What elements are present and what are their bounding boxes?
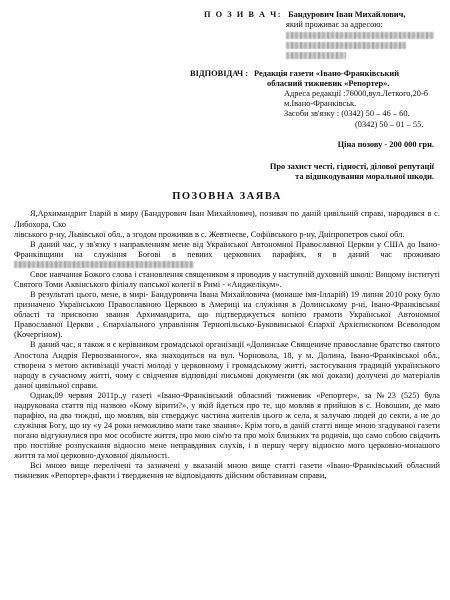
paragraph-1: Я,Архимандрит Іларій в миру (Бандурович Іван Михайлович), позивач по даній цивільній справі, народився в с. Либохора, Ско: [14, 209, 440, 229]
redacted-address-2: [286, 42, 406, 49]
plaintiff-address-redacted-3: [14, 52, 440, 59]
defendant-name-line1: Редакція газети «Івано-Франківський: [254, 69, 400, 79]
defendant-label: ВІДПОВІДАЧ :: [190, 69, 249, 79]
claim-subject-line2: та відшкодування моральної шкоди.: [295, 171, 434, 181]
defendant-address-line2: [14, 99, 440, 109]
plaintiff-block: [14, 10, 440, 59]
paragraph-5: В даний час, я також я є керівником громадської організації «Долинське Священиче православне братство святого Апостола Андрія Первозванного», яка знаходиться на вул. Чорновола, 18, у м. Долина, Івано-Франківської обл., створена з метою активізації участі молоді у церковному і громадському житті, застосування традицій українського народу в сучасному житті, чому є свідчення відповідні письмові документи (як мої докази) долучені до матеріалів даної цивільної справи.: [14, 340, 440, 390]
defendant-address1: Адреса редакції :76000,вул.Леткого,20-б: [284, 89, 429, 99]
claim-subject: [14, 162, 440, 182]
redacted-residence: [14, 261, 194, 268]
defendant-phone-line1: [14, 109, 440, 119]
paragraph-4: В результаті цього, мене, в мирі- Бандуровича Івана Михайловича (монаше імя-Ілларій) 19 липня 2010 року було призначено Українською Православною Церквою в Америці на служіння в Долинському р-ні, Івано-Франківської області та присвоєно звання Архимандрита, що підтверджується копією грамоти Української Автономної Православної Церкви , Єпархіального управління Тернопільсько-Буковинської Єпархії Архієпископом Всеволодом (Кочергіном).: [14, 290, 440, 340]
plaintiff-address-redacted-2: [14, 42, 440, 49]
plaintiff-address-intro: який проживає за адресою:: [286, 20, 383, 30]
defendant-block: [14, 69, 440, 129]
redacted-address-3: [286, 52, 346, 59]
claim-price: Ціна позову - 200 000 грн.: [337, 139, 434, 149]
defendant-line1: [14, 69, 440, 79]
plaintiff-label: П О З И В А Ч:: [204, 10, 283, 19]
plaintiff-address-redacted-1: [14, 32, 440, 39]
plaintiff-name: Бандурович Іван Михайлович,: [288, 10, 406, 19]
plaintiff-name-line: [14, 10, 440, 20]
document-body: [14, 209, 440, 481]
paragraph-2-text: В даний час, у зв'язку з направленням мене від Української Автономної Православної Церкви у США до Івано-Франківщини на служіння Богові в певних церковних парафіях, я в даний час проживаю: [14, 239, 440, 259]
plaintiff-address-intro-line: [14, 20, 440, 30]
paragraph-7: Всі мною вище перелічені та зазначені у вказаній мною вище статті газети «Івано-Франківський обласний тижневик «Репортер»,факти і твердження не відповідають дійсним обставинам справи,: [14, 461, 440, 481]
paragraph-6: Однак,09 червня 2011р.,у газеті «Івано-Франківський обласний тижневик «Репортер», за №23 (525) була надрукована стаття під назвою «Кому вірити?», у якій йдеться про те, що мовляв я прийшов в с. Новошин, де маю парафію, на два тиждні, що мовляв, він стверджує частина жителів цього ж села, я залучаю людей до секти, а не до служіння Богу, що ну «у 24 роки неможливо мати таке звання». Крім того, в даній статті вище мною згадуваної газети погано відгукнулися про моє особисте життя, про мою сім'ю та про моїх близьких та родичів, що само собою свідчить про постійне розпускання відносно мене неправдивих слухів, і в першу чергу відносно мого церковно-монашого життя та мої церковно-духовної діяльності.: [14, 390, 440, 461]
defendant-phone-line2: [14, 120, 440, 130]
defendant-phone1: Засоби зв'язку : (0342) 50 – 46 – 60.: [284, 109, 410, 119]
paragraph-2: [14, 240, 440, 270]
defendant-phone2: (0342) 50 – 01 – 55.: [355, 119, 424, 129]
defendant-address2: м.Івано-Франківськ.: [284, 99, 357, 109]
defendant-address-line1: [14, 89, 440, 99]
redacted-address-1: [286, 32, 434, 39]
defendant-name-line2: обласний тижневик «Репортер».: [267, 79, 390, 89]
defendant-line2: [14, 79, 440, 89]
document-title: ПОЗОВНА ЗАЯВА: [172, 190, 282, 202]
paragraph-1-continued: лівського р-ну, Львівської обл., а згодом проживав в с. Жевтнеєве, Софіївського р-ну, Дніпропетров ської обл.: [14, 229, 405, 239]
paragraph-3: Своє навчання Божого слова і становлення священиком я проводив у наступній духовній школі: Вищому інституті Святого Томи Аквінського філіалу папської колегії в Римі - «Анджелікум».: [14, 269, 440, 289]
claim-subject-line1: Про захист честі, гідності, ділової репутації: [269, 161, 434, 171]
